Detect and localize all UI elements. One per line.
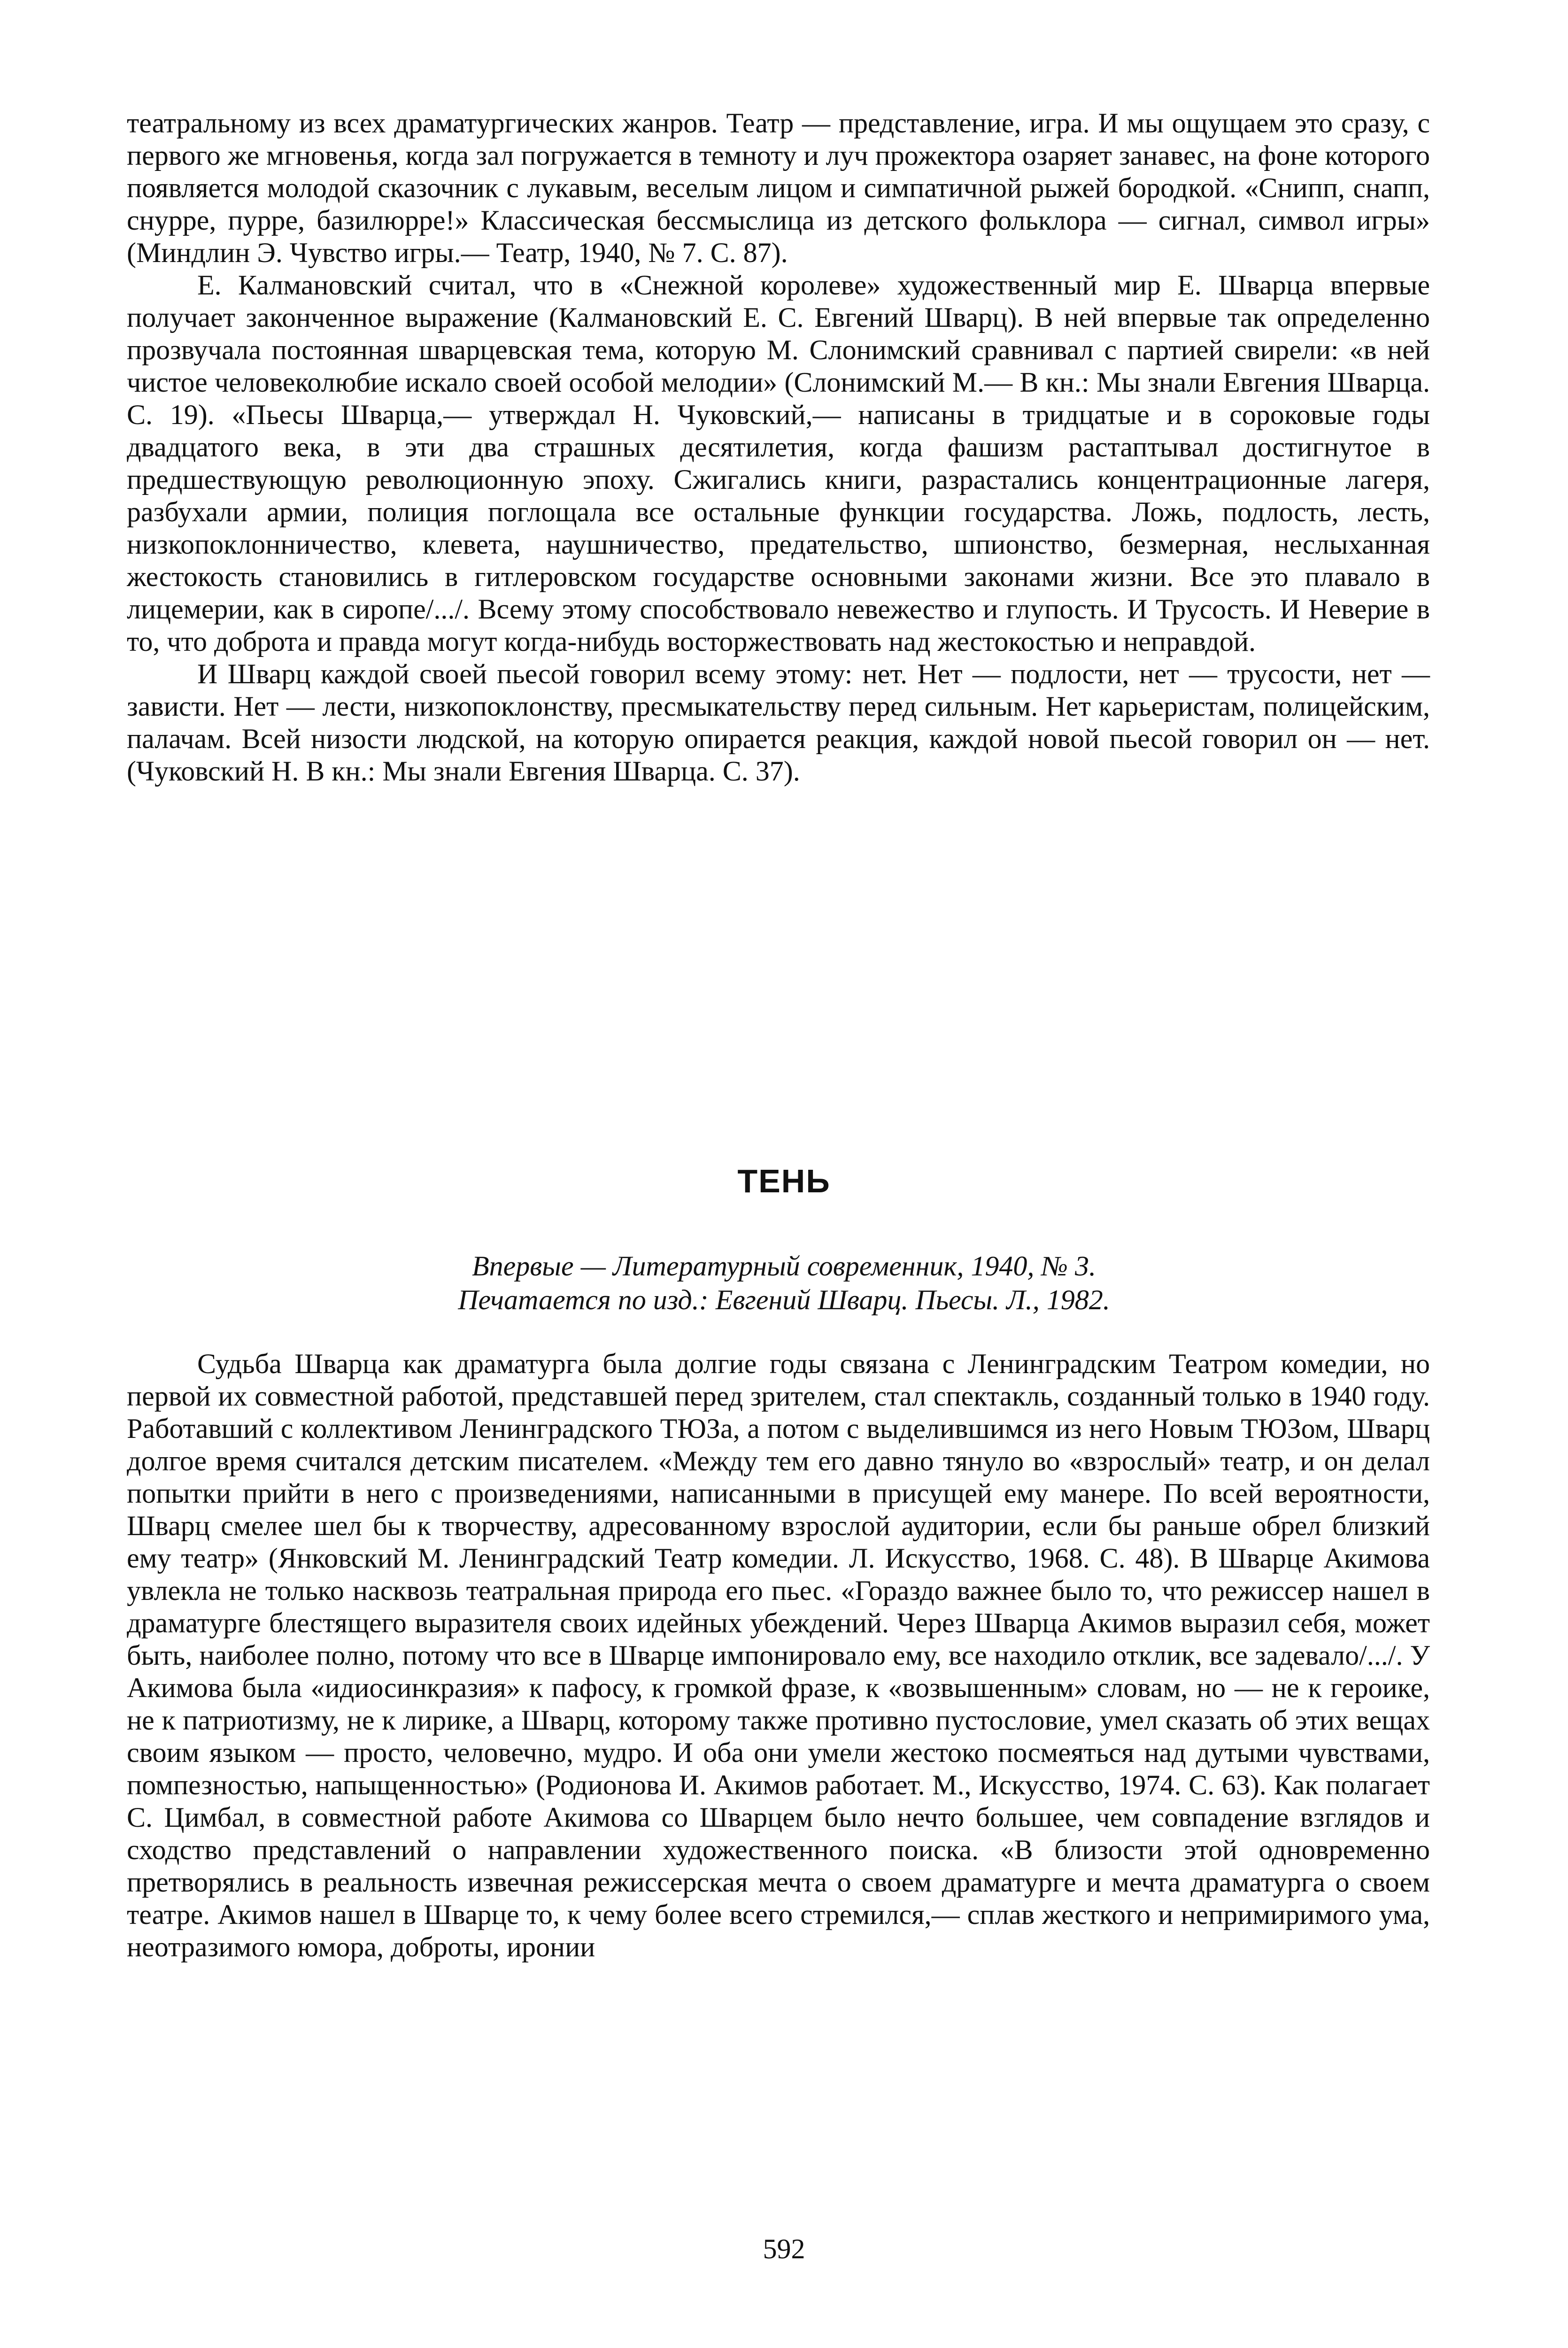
paragraph: Судьба Шварца как драматурга была долгие годы связана с Ленинградским Театром комедии, но первой их совместной работой, представшей перед зрителем, стал спектакль, созданный только в 1940 году. Работавший с коллективом Ленинградского ТЮЗа, а потом с выделившимся из него Новым ТЮЗом, Шварц долгое время считался детским писателем. «Между тем его давно тянуло во «взрослый» театр, и он делал попытки прийти в него с произведениями, написанными в присущей ему манере. По всей вероятности, Шварц смелее шел бы к творчеству, адресованному взрослой аудитории, если бы раньше обрел близкий ему театр» (Янковский М. Ленинградский Театр комедии. Л. Искусство, 1968. С. 48). В Шварце Акимова увлекла не только насквозь театральная природа его пьес. «Гораздо важнее было то, что режиссер нашел в драматурге блестящего выразителя своих идейных убеждений. Через Шварца Акимов выразил себя, может быть, наиболее полно, потому что все в Шварце импонировало ему, все находило отклик, все задевало/.../. У Акимова была «идиосинкразия» к пафосу, к громкой фразе, к «возвышенным» словам, но — не к героике, не к патриотизму, не к лирике, а Шварц, которому также противно пустословие, умел сказать об этих вещах своим языком — просто, человечно, мудро. И оба они умели жестоко посмеяться над дутыми чувствами, помпезностью, напыщенностью» (Родионова И. Акимов работает. М., Искусство, 1974. С. 63). Как полагает С. Цимбал, в совместной работе Акимова со Шварцем было нечто большее, чем совпадение взглядов и сходство представлений о направлении художественного поиска. «В близости этой одновременно претворялись в реальность извечная режиссерская мечта о своем драматурге и мечта драматурга о своем театре. Акимов нашел в Шварце то, к чему более всего стремился,— сплав жесткого и непримиримого ума, неотразимого юмора, доброты, иронии [127, 1348, 1430, 1962]
paragraph: Е. Калмановский считал, что в «Снежной королеве» художественный мир Е. Шварца впервые получает законченное выражение (Калмановский Е. С. Евгений Шварц). В ней впервые так определенно прозвучала постоянная шварцевская тема, которую М. Слонимский сравнивал с партией свирели: «в ней чистое человеколюбие искало своей особой мелодии» (Слонимский М.— В кн.: Мы знали Евгения Шварца. С. 19). «Пьесы Шварца,— утверждал Н. Чуковский,— написаны в тридцатые и в сороковые годы двадцатого века, в эти два страшных десятилетия, когда фашизм растаптывал достигнутое в предшествующую революционную эпоху. Сжигались книги, разрастались концентрационные лагеря, разбухали армии, полиция поглощала все остальные функции государства. Ложь, подлость, лесть, низкопоклонничество, клевета, наушничество, предательство, шпионство, безмерная, неслыханная жестокость становились в гитлеровском государстве основными законами жизни. Все это плавало в лицемерии, как в сиропе/.../. Всему этому способствовало невежество и глупость. И Трусость. И Неверие в то, что доброта и правда могут когда-нибудь восторжествовать над жестокостью и неправдой. [127, 270, 1430, 657]
page-number: 592 [763, 2233, 805, 2264]
section-title: ТЕНЬ [737, 1163, 831, 1199]
body-text-top [127, 107, 1430, 788]
source-line-first-published: Впервые — Литературный современник, 1940, № 3. [471, 1251, 1097, 1282]
paragraph: И Шварц каждой своей пьесой говорил всему этому: нет. Нет — подлости, нет — трусости, нет — зависти. Нет — лести, низкопоклонству, пресмыкательству перед сильным. Нет карьеристам, полицейским, палачам. Всей низости людской, на которую опирается реакция, каждой новой пьесой говорил он — нет. (Чуковский Н. В кн.: Мы знали Евгения Шварца. С. 37). [127, 658, 1430, 787]
body-text-bottom [127, 1348, 1430, 1963]
paragraph: театральному из всех драматургических жанров. Театр — представление, игра. И мы ощущаем это сразу, с первого же мгновенья, когда зал погружается в темноту и луч прожектора озаряет занавес, на фоне которого появляется молодой сказочник с лукавым, веселым лицом и симпатичной рыжей бородкой. «Снипп, снапп, снурре, пурре, базилюрре!» Классическая бессмыслица из детского фольклора — сигнал, символ игры» (Миндлин Э. Чувство игры.— Театр, 1940, № 7. С. 87). [127, 108, 1430, 268]
source-line-printed-from: Печатается по изд.: Евгений Шварц. Пьесы. Л., 1982. [458, 1284, 1110, 1315]
publication-source-note [0, 1249, 1568, 1317]
